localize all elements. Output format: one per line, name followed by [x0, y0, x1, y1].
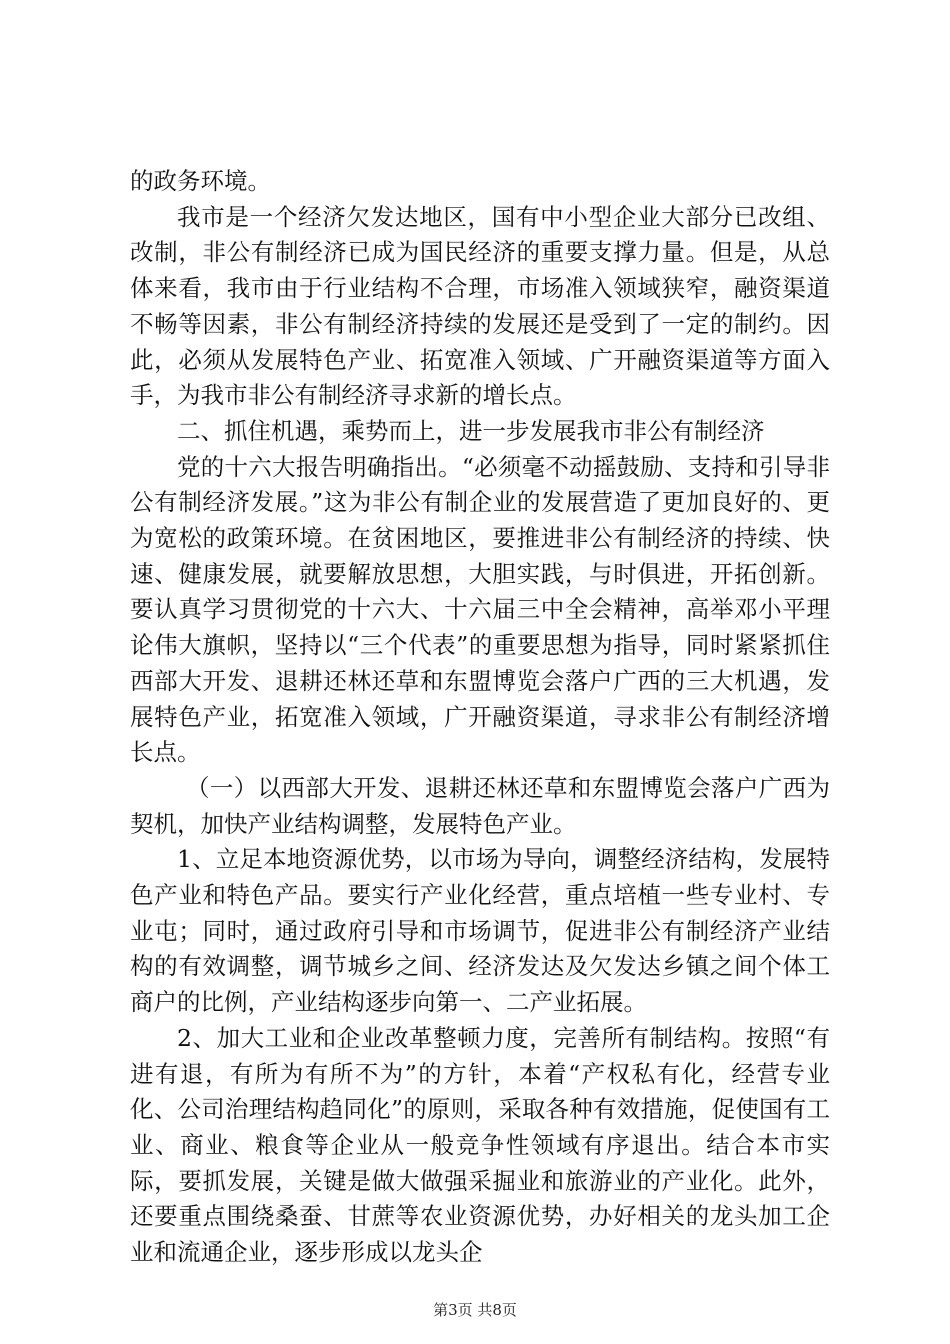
document-body	[130, 164, 830, 1271]
subsection-heading-1: （一）以西部大开发、退耕还林还草和东盟博览会落户广西为契机，加快产业结构调整，发展特色产业。	[130, 773, 830, 838]
page-number-footer: 第3页 共8页	[433, 1301, 517, 1319]
paragraph-continuation: 的政务环境。	[130, 167, 271, 195]
paragraph-item-2: 2、加大工业和企业改革整顿力度，完善所有制结构。按照“有进有退，有所为有所不为”的方针，本着“产权私有化，经营专业化、公司治理结构趋同化”的原则，采取各种有效措施，促使国有工业、商业、粮食等企业从一般竞争性领域有序退出。结合本市实际，要抓发展，关键是做大做强采掘业和旅游业的产业化。此外，还要重点围绕桑蚕、甘蔗等农业资源优势，办好相关的龙头加工企业和流通企业，逐步形成以龙头企	[130, 1023, 830, 1267]
paragraph-item-1: 1、立足本地资源优势，以市场为导向，调整经济结构，发展特色产业和特色产品。要实行产业化经营，重点培植一些专业村、专业屯；同时，通过政府引导和市场调节，促进非公有制经济产业结构的有效调整，调节城乡之间、经济发达及欠发达乡镇之间个体工商户的比例，产业结构逐步向第一、二产业拓展。	[130, 845, 830, 1017]
paragraph-overview: 我市是一个经济欠发达地区，国有中小型企业大部分已改组、改制，非公有制经济已成为国民经济的重要支撑力量。但是，从总体来看，我市由于行业结构不合理，市场准入领域狭窄，融资渠道不畅等因素，非公有制经济持续的发展还是受到了一定的制约。因此，必须从发展特色产业、拓宽准入领域、广开融资渠道等方面入手，为我市非公有制经济寻求新的增长点。	[130, 202, 830, 410]
section-heading-2: 二、抓住机遇，乘势而上，进一步发展我市非公有制经济	[177, 416, 765, 445]
paragraph-policy: 党的十六大报告明确指出。“必须毫不动摇鼓励、支持和引导非公有制经济发展。”这为非公有制企业的发展营造了更加良好的、更为宽松的政策环境。在贫困地区，要推进非公有制经济的持续、快速、健康发展，就要解放思想，大胆实践，与时俱进，开拓创新。要认真学习贯彻党的十六大、十六届三中全会精神，高举邓小平理论伟大旗帜，坚持以“三个代表”的重要思想为指导，同时紧紧抓住西部大开发、退耕还林还草和东盟博览会落户广西的三大机遇，发展特色产业，拓宽准入领域，广开融资渠道，寻求非公有制经济增长点。	[130, 452, 830, 767]
